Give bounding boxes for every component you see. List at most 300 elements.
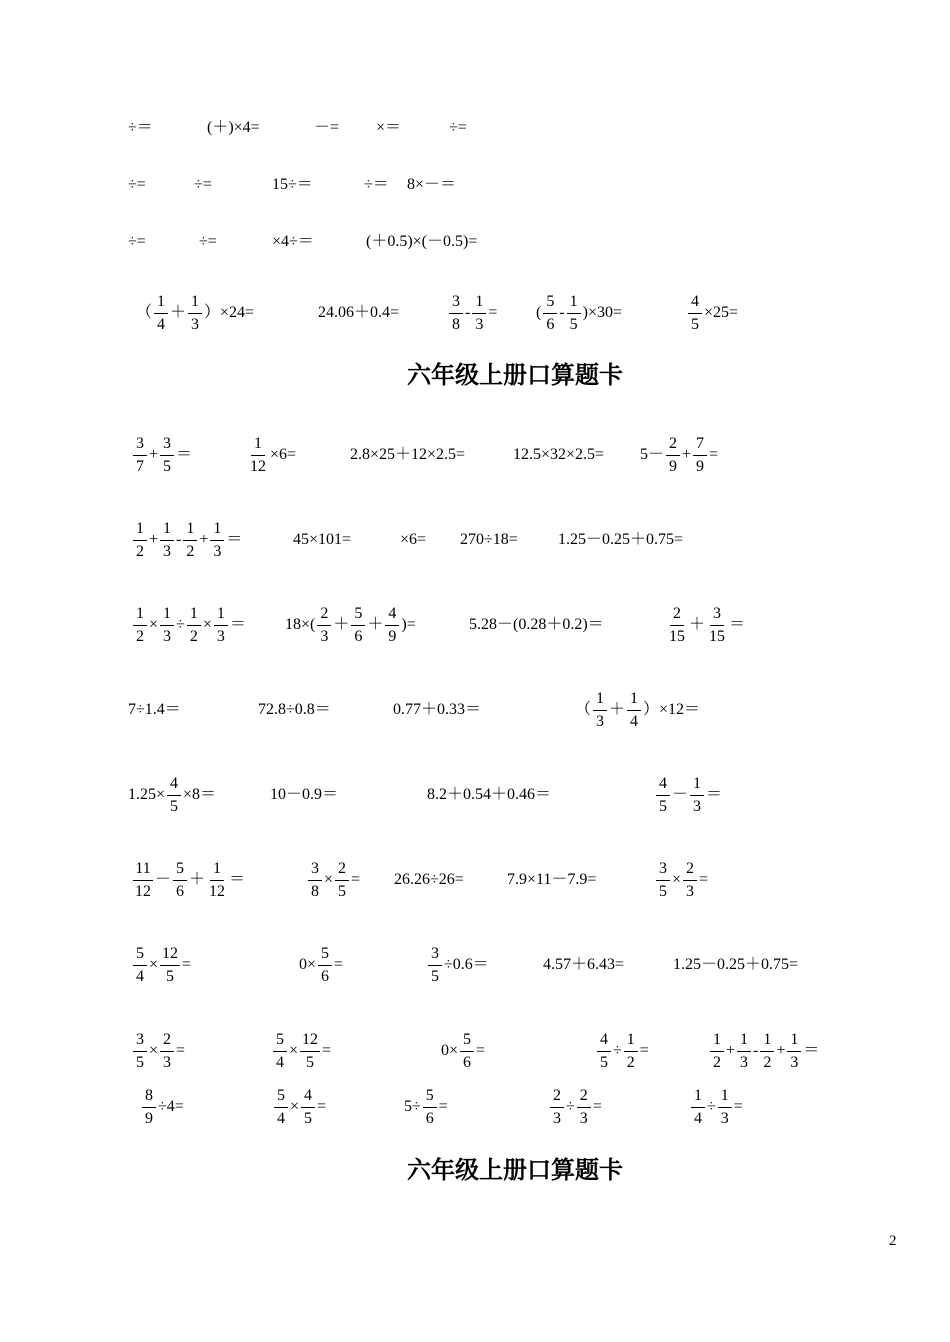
fraction-denominator: 3: [790, 1054, 799, 1071]
fraction-numerator: 1: [210, 520, 224, 541]
fraction: [760, 1031, 774, 1071]
arithmetic-problem: [689, 1077, 743, 1137]
fraction: [449, 293, 463, 333]
arithmetic-problem: [393, 680, 481, 740]
arithmetic-problem: [708, 1021, 819, 1081]
arithmetic-problem: [460, 510, 518, 570]
fraction-denominator: 5: [600, 1054, 608, 1071]
arithmetic-problem: [131, 935, 191, 995]
fraction-numerator: 2: [160, 1031, 174, 1052]
arithmetic-problem: [299, 935, 343, 995]
arithmetic-problem: [366, 212, 477, 272]
arithmetic-problem: [513, 425, 604, 485]
problem-text: ）×24=: [204, 304, 255, 321]
problem-text: =: [592, 1098, 602, 1115]
fraction: [718, 1087, 732, 1127]
fraction: [597, 1031, 611, 1071]
arithmetic-problem: [270, 765, 338, 825]
fraction-numerator: 1: [160, 520, 174, 541]
fraction-numerator: 2: [666, 435, 680, 456]
arithmetic-problem: [128, 155, 146, 215]
problem-text: 4.57＋6.43=: [543, 956, 625, 973]
fraction: [317, 605, 331, 645]
problem-text: －: [672, 786, 689, 803]
fraction: [688, 293, 702, 333]
fraction-denominator: 3: [213, 543, 222, 560]
arithmetic-problem: [131, 850, 245, 910]
fraction-numerator: 1: [251, 435, 265, 456]
fraction-numerator: 2: [683, 860, 697, 881]
problem-row: [0, 425, 950, 485]
fraction: [187, 605, 201, 645]
arithmetic-problem: [318, 283, 399, 343]
fraction-denominator: 3: [191, 316, 200, 333]
fraction-denominator: 4: [136, 968, 144, 985]
fraction-denominator: 5: [659, 883, 667, 900]
fraction-numerator: 1: [624, 1031, 638, 1052]
problem-text: ＝: [229, 871, 246, 888]
problem-text: 7÷1.4＝: [128, 701, 181, 718]
arithmetic-problem: [272, 1077, 326, 1137]
fraction: [472, 293, 486, 333]
problem-text: ＝: [803, 1042, 820, 1059]
problem-text: ×＝: [376, 119, 402, 136]
fraction: [183, 520, 197, 560]
problem-text: 270÷18=: [460, 531, 518, 548]
fraction-denominator: 12: [250, 458, 266, 475]
arithmetic-problem: [407, 155, 456, 215]
problem-text: ×: [290, 1098, 300, 1115]
problem-text: 8×－＝: [407, 176, 457, 193]
problem-text: ＋: [170, 304, 187, 321]
problem-text: =: [488, 304, 498, 321]
fraction-numerator: 3: [308, 860, 322, 881]
arithmetic-problem: [128, 765, 216, 825]
arithmetic-problem: [131, 510, 242, 570]
problem-row: [0, 283, 950, 343]
problem-text: =: [322, 1042, 332, 1059]
problem-text: 12.5×32×2.5=: [513, 446, 605, 463]
fraction-numerator: 5: [173, 860, 187, 881]
fraction-denominator: 3: [686, 883, 695, 900]
arithmetic-problem: [194, 155, 212, 215]
problem-text: =: [182, 956, 192, 973]
problem-text: ＋: [367, 616, 384, 633]
fraction: [133, 860, 153, 900]
fraction: [160, 435, 174, 475]
arithmetic-problem: [258, 680, 331, 740]
fraction-numerator: 5: [133, 945, 147, 966]
fraction-numerator: 3: [133, 435, 147, 456]
arithmetic-problem: [595, 1021, 649, 1081]
fraction: [577, 1087, 591, 1127]
problem-text: 1.25－0.25＋0.75=: [673, 956, 799, 973]
problem-text: +: [776, 1042, 786, 1059]
problem-text: (: [536, 304, 542, 321]
fraction-denominator: 4: [694, 1110, 702, 1127]
problem-text: 26.26÷26=: [394, 871, 464, 888]
arithmetic-problem: [376, 98, 401, 158]
problem-text: 24.06＋0.4=: [318, 304, 400, 321]
fraction-numerator: 5: [460, 1031, 474, 1052]
fraction: [423, 1087, 437, 1127]
problem-text: ＋: [189, 871, 206, 888]
fraction-numerator: 1: [133, 605, 147, 626]
arithmetic-problem: [314, 98, 339, 158]
fraction: [543, 293, 557, 333]
problem-text: ＋: [333, 616, 350, 633]
fraction-numerator: 11: [133, 860, 152, 881]
problem-text: 10－0.9＝: [270, 786, 339, 803]
problem-text: +: [149, 446, 159, 463]
problem-text: =: [709, 446, 719, 463]
fraction: [160, 1031, 174, 1071]
fraction-denominator: 4: [157, 316, 166, 333]
fraction: [627, 690, 641, 730]
problem-text: =: [317, 1098, 327, 1115]
arithmetic-problem: [640, 425, 718, 485]
problem-row: [0, 510, 950, 570]
fraction-numerator: 1: [187, 605, 201, 626]
fraction: [301, 1087, 315, 1127]
fraction-denominator: 3: [596, 713, 605, 730]
problem-text: ÷: [176, 616, 185, 633]
fraction-denominator: 5: [659, 798, 667, 815]
section-heading: 六年级上册口算题卡: [407, 1156, 623, 1184]
fraction-denominator: 2: [186, 543, 195, 560]
problem-text: =: [334, 956, 344, 973]
problem-row: [0, 595, 950, 655]
fraction: [248, 435, 268, 475]
fraction-numerator: 1: [593, 690, 607, 711]
problem-text: =: [351, 871, 361, 888]
problem-text: -: [176, 531, 182, 548]
fraction-denominator: 6: [354, 628, 363, 645]
fraction-denominator: 12: [209, 883, 226, 900]
arithmetic-problem: [128, 212, 146, 272]
problem-text: ×: [289, 1042, 299, 1059]
problem-text: -: [559, 304, 565, 321]
problem-text: －: [155, 871, 172, 888]
fraction-numerator: 1: [691, 1087, 705, 1108]
fraction-denominator: 3: [475, 316, 484, 333]
problem-text: -: [753, 1042, 759, 1059]
problem-text: ÷=: [128, 233, 146, 250]
fraction-numerator: 2: [335, 860, 349, 881]
problem-text: 7.9×11－7.9=: [507, 871, 597, 888]
problem-text: ÷＝: [128, 119, 153, 136]
problem-text: ×6=: [400, 531, 427, 548]
arithmetic-problem: [140, 1077, 184, 1137]
problem-text: ÷0.6＝: [444, 956, 489, 973]
problem-text: 5÷: [404, 1098, 421, 1115]
fraction: [167, 775, 181, 815]
fraction-numerator: 7: [693, 435, 707, 456]
arithmetic-problem: [272, 212, 314, 272]
problem-text: 1.25×: [128, 786, 166, 803]
fraction-denominator: 5: [691, 316, 699, 333]
problem-row: [0, 935, 950, 995]
fraction-denominator: 15: [709, 628, 726, 645]
fraction-denominator: 6: [463, 1054, 472, 1071]
fraction-numerator: 4: [385, 605, 399, 626]
problem-text: ÷=: [199, 233, 217, 250]
fraction-denominator: 3: [553, 1110, 561, 1127]
arithmetic-problem: [469, 595, 604, 655]
problem-text: ×: [324, 871, 334, 888]
problem-text: +: [726, 1042, 736, 1059]
fraction: [351, 605, 365, 645]
problem-text: ÷=: [449, 119, 467, 136]
fraction-numerator: 1: [627, 690, 641, 711]
fraction: [683, 860, 697, 900]
fraction-denominator: 2: [136, 628, 144, 645]
fraction: [133, 945, 147, 985]
problem-text: 0×: [299, 956, 317, 973]
fraction: [308, 860, 322, 900]
problem-text: ＋: [689, 616, 706, 633]
fraction-denominator: 3: [163, 628, 172, 645]
problem-row: [0, 212, 950, 272]
arithmetic-problem: [246, 425, 296, 485]
fraction-denominator: 15: [669, 628, 685, 645]
arithmetic-problem: [364, 155, 389, 215]
problem-text: ×6=: [270, 446, 297, 463]
fraction: [691, 1087, 705, 1127]
problem-text: =: [476, 1042, 486, 1059]
arithmetic-problem: [673, 935, 798, 995]
fraction: [154, 293, 168, 333]
arithmetic-problem: [654, 765, 722, 825]
fraction-denominator: 9: [669, 458, 678, 475]
problem-text: ÷: [707, 1098, 716, 1115]
fraction-denominator: 5: [304, 1110, 313, 1127]
fraction-numerator: 5: [351, 605, 365, 626]
problem-text: 15÷＝: [272, 176, 313, 193]
problem-text: 8.2＋0.54＋0.46＝: [427, 786, 552, 803]
arithmetic-problem: [272, 155, 313, 215]
problem-text: ÷＝: [364, 176, 389, 193]
problem-text: ÷=: [128, 176, 146, 193]
fraction-numerator: 1: [210, 860, 224, 881]
arithmetic-problem: [427, 765, 551, 825]
problem-text: ＝: [229, 616, 246, 633]
fraction-numerator: 1: [718, 1087, 732, 1108]
problem-text: 2.8×25＋12×2.5=: [350, 446, 466, 463]
problem-text: (＋0.5)×(－0.5)=: [366, 233, 478, 250]
arithmetic-problem: [293, 510, 351, 570]
fraction-denominator: 8: [452, 316, 460, 333]
problem-text: －=: [314, 119, 340, 136]
fraction-numerator: 2: [550, 1087, 564, 1108]
fraction: [160, 945, 180, 985]
fraction-denominator: 5: [306, 1054, 315, 1071]
fraction: [460, 1031, 474, 1071]
arithmetic-problem: [199, 212, 217, 272]
problem-row: [0, 98, 950, 158]
fraction-denominator: 3: [693, 798, 702, 815]
fraction: [787, 1031, 801, 1071]
problem-text: =: [438, 1098, 448, 1115]
fraction-numerator: 1: [710, 1031, 724, 1052]
fraction: [188, 293, 202, 333]
fraction: [160, 520, 174, 560]
problem-row: [0, 765, 950, 825]
fraction: [667, 605, 687, 645]
fraction: [214, 605, 228, 645]
arithmetic-problem: [128, 680, 181, 740]
problem-row: [0, 155, 950, 215]
fraction-denominator: 5: [338, 883, 347, 900]
fraction-denominator: 3: [579, 1110, 588, 1127]
problem-text: +: [149, 531, 159, 548]
arithmetic-problem: [394, 850, 464, 910]
fraction-denominator: 5: [136, 1054, 144, 1071]
fraction-numerator: 1: [154, 293, 168, 314]
fraction-numerator: 3: [449, 293, 463, 314]
fraction-numerator: 3: [428, 945, 442, 966]
fraction: [593, 690, 607, 730]
problem-text: =: [639, 1042, 649, 1059]
arithmetic-problem: [131, 1021, 185, 1081]
problem-text: 72.8÷0.8＝: [258, 701, 331, 718]
fraction-numerator: 1: [690, 775, 704, 796]
fraction-denominator: 4: [277, 1110, 285, 1127]
arithmetic-problem: [207, 98, 260, 158]
fraction-denominator: 3: [320, 628, 329, 645]
problem-text: ）×12＝: [643, 701, 701, 718]
arithmetic-problem: [285, 595, 416, 655]
fraction-denominator: 3: [163, 543, 172, 560]
fraction: [707, 605, 727, 645]
problem-text: ＋: [609, 701, 626, 718]
fraction: [567, 293, 581, 333]
problem-text: 0.77＋0.33＝: [393, 701, 482, 718]
problem-text: （: [575, 701, 592, 718]
arithmetic-problem: [686, 283, 738, 343]
arithmetic-problem: [548, 1077, 602, 1137]
problem-text: -: [465, 304, 471, 321]
fraction: [142, 1087, 156, 1127]
arithmetic-problem: [654, 850, 708, 910]
fraction: [428, 945, 442, 985]
section-heading: 六年级上册口算题卡: [407, 361, 623, 389]
arithmetic-problem: [536, 283, 622, 343]
problem-text: 1.25－0.25＋0.75=: [558, 531, 684, 548]
fraction-numerator: 1: [133, 520, 147, 541]
fraction-denominator: 2: [713, 1054, 721, 1071]
fraction-numerator: 1: [760, 1031, 774, 1052]
fraction-numerator: 4: [656, 775, 670, 796]
problem-text: （: [136, 304, 153, 321]
fraction-denominator: 3: [216, 628, 225, 645]
fraction: [656, 775, 670, 815]
fraction: [160, 605, 174, 645]
fraction-denominator: 12: [135, 883, 151, 900]
arithmetic-problem: [400, 510, 426, 570]
fraction-numerator: 4: [688, 293, 702, 314]
fraction: [133, 435, 147, 475]
problem-text: =: [699, 871, 709, 888]
fraction: [690, 775, 704, 815]
problem-text: )×30=: [582, 304, 623, 321]
fraction: [624, 1031, 638, 1071]
problem-text: ＝: [706, 786, 723, 803]
arithmetic-problem: [136, 283, 254, 343]
fraction-numerator: 2: [670, 605, 684, 626]
fraction: [737, 1031, 751, 1071]
arithmetic-problem: [558, 510, 683, 570]
fraction: [173, 860, 187, 900]
arithmetic-problem: [306, 850, 360, 910]
fraction: [385, 605, 399, 645]
fraction-denominator: 6: [321, 968, 330, 985]
fraction-denominator: 2: [763, 1054, 772, 1071]
problem-row: [0, 1077, 950, 1137]
fraction: [273, 1031, 287, 1071]
problem-text: 18×(: [285, 616, 316, 633]
fraction: [133, 520, 147, 560]
fraction-denominator: 2: [189, 628, 198, 645]
arithmetic-problem: [507, 850, 596, 910]
fraction-denominator: 7: [136, 458, 144, 475]
problem-row: [0, 850, 950, 910]
fraction-denominator: 5: [163, 458, 172, 475]
fraction-denominator: 9: [696, 458, 705, 475]
problem-text: +: [199, 531, 209, 548]
problem-text: +: [682, 446, 692, 463]
fraction-numerator: 12: [160, 945, 180, 966]
fraction-numerator: 5: [318, 945, 332, 966]
fraction-numerator: 3: [710, 605, 724, 626]
problem-text: ＝: [226, 531, 243, 548]
fraction-numerator: 1: [183, 520, 197, 541]
fraction-denominator: 6: [176, 883, 185, 900]
problem-text: ×: [149, 956, 159, 973]
problem-text: )=: [401, 616, 416, 633]
fraction-denominator: 8: [311, 883, 319, 900]
fraction-numerator: 12: [300, 1031, 320, 1052]
fraction: [133, 605, 147, 645]
problem-row: [0, 680, 950, 740]
arithmetic-problem: [543, 935, 624, 995]
fraction-numerator: 5: [543, 293, 557, 314]
problem-text: ×: [672, 871, 682, 888]
arithmetic-problem: [575, 680, 700, 740]
fraction-denominator: 4: [630, 713, 639, 730]
problem-text: ÷=: [194, 176, 212, 193]
problem-text: ×: [149, 616, 159, 633]
fraction-denominator: 6: [546, 316, 555, 333]
fraction: [210, 520, 224, 560]
fraction-numerator: 1: [737, 1031, 751, 1052]
problem-text: ＝: [176, 446, 193, 463]
arithmetic-problem: [447, 283, 497, 343]
arithmetic-problem: [131, 425, 192, 485]
fraction: [666, 435, 680, 475]
fraction: [656, 860, 670, 900]
arithmetic-problem: [449, 98, 467, 158]
fraction-numerator: 5: [423, 1087, 437, 1108]
fraction-numerator: 1: [188, 293, 202, 314]
fraction-denominator: 5: [569, 316, 578, 333]
fraction: [550, 1087, 564, 1127]
problem-text: ×4÷＝: [272, 233, 314, 250]
problem-text: ×25=: [704, 304, 739, 321]
arithmetic-problem: [426, 935, 489, 995]
arithmetic-problem: [131, 595, 246, 655]
fraction-denominator: 5: [166, 968, 175, 985]
